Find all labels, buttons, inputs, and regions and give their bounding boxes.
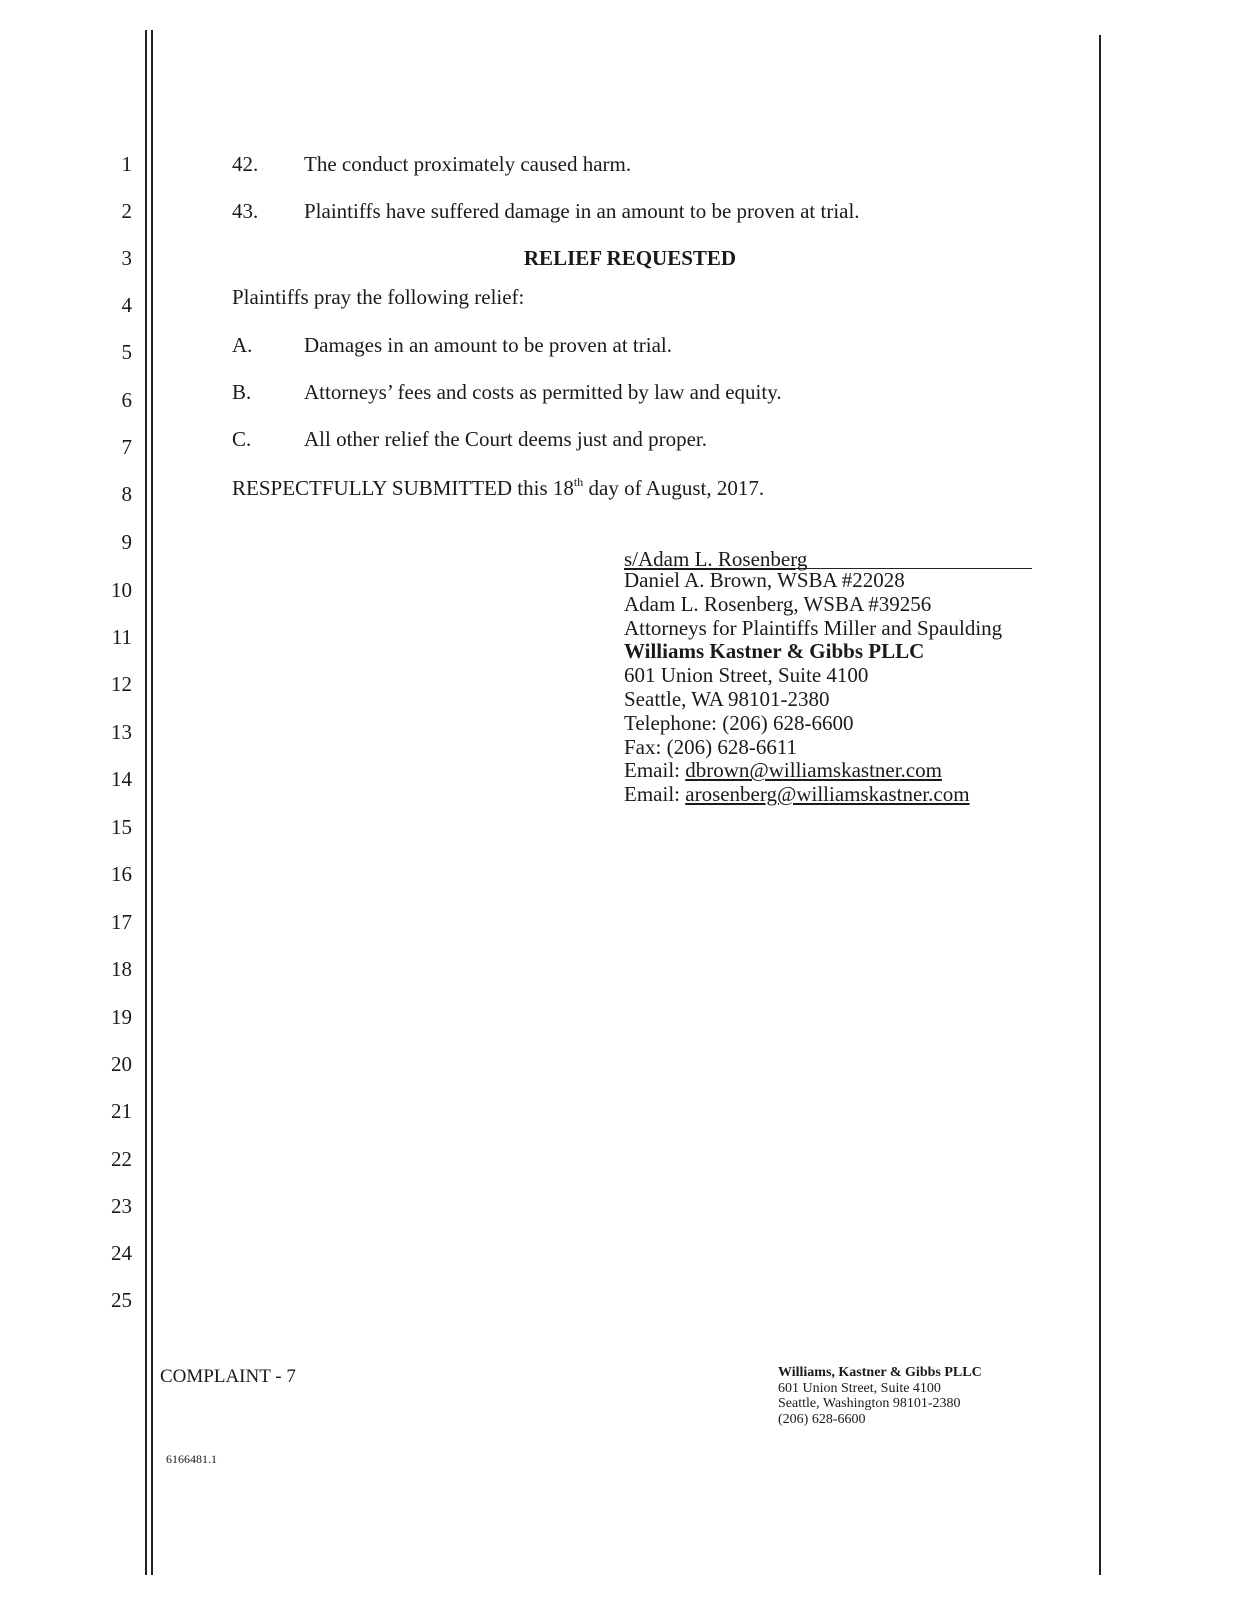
firm-name: Williams Kastner & Gibbs PLLC	[624, 639, 925, 664]
document-id: 6166481.1	[166, 1452, 217, 1466]
line-number: 1	[121, 152, 132, 176]
firm-address-1: 601 Union Street, Suite 4100	[624, 663, 869, 688]
line-number: 9	[121, 530, 132, 554]
line-number: 21	[111, 1099, 132, 1123]
left-margin-rule-inner	[151, 30, 153, 1575]
line-number: 20	[111, 1052, 132, 1076]
line-number: 22	[111, 1147, 132, 1171]
paragraph-number: 42.	[232, 152, 259, 176]
line-number: 24	[111, 1241, 132, 1265]
line-number: 3	[121, 246, 132, 270]
line-number: 10	[111, 578, 132, 602]
line-number: 6	[121, 388, 132, 412]
line-number: 4	[121, 293, 132, 317]
email-row-2	[624, 783, 1032, 807]
attorney-name-2: Adam L. Rosenberg, WSBA #39256	[624, 591, 932, 616]
submitted-prefix: RESPECTFULLY SUBMITTED this 18	[232, 476, 574, 500]
email-link-dbrown[interactable]: dbrown@williamskastner.com	[685, 758, 942, 783]
line-number: 17	[111, 910, 132, 934]
email-label: Email:	[624, 758, 686, 783]
footer-address-1: 601 Union Street, Suite 4100	[778, 1380, 941, 1396]
footer-firm-name: Williams, Kastner & Gibbs PLLC	[778, 1365, 982, 1380]
submitted-line	[232, 476, 764, 500]
line-number: 12	[111, 672, 132, 696]
attorney-name-1: Daniel A. Brown, WSBA #22028	[624, 568, 905, 592]
relief-item-text: All other relief the Court deems just and proper.	[304, 427, 707, 451]
relief-item-letter: B.	[232, 380, 252, 404]
section-heading: RELIEF REQUESTED	[523, 246, 737, 270]
paragraph-text: Plaintiffs have suffered damage in an amount to be proven at trial.	[304, 199, 860, 223]
telephone: Telephone: (206) 628-6600	[624, 710, 854, 735]
line-number: 11	[111, 625, 132, 649]
relief-item-text: Damages in an amount to be proven at trial.	[304, 333, 672, 357]
footer-phone: (206) 628-6600	[778, 1411, 866, 1427]
line-number: 13	[111, 720, 132, 744]
footer-firm-block	[778, 1365, 982, 1427]
line-number: 19	[111, 1005, 132, 1029]
email-label: Email:	[624, 782, 686, 807]
paragraph-number: 43.	[232, 199, 259, 223]
email-row-1	[624, 759, 1032, 783]
line-number: 23	[111, 1194, 132, 1218]
line-number: 2	[121, 199, 132, 223]
line-number: 25	[111, 1288, 132, 1312]
line-number: 18	[111, 957, 132, 981]
submitted-ordinal: th	[573, 475, 584, 489]
paragraph-text: The conduct proximately caused harm.	[304, 152, 632, 176]
signature-line: s/Adam L. Rosenberg	[624, 547, 1032, 569]
prayer-intro: Plaintiffs pray the following relief:	[232, 285, 525, 309]
line-number: 7	[121, 435, 132, 459]
left-margin-rule-outer	[145, 30, 147, 1575]
firm-address-2: Seattle, WA 98101-2380	[624, 686, 830, 711]
relief-item-text: Attorneys’ fees and costs as permitted by law and equity.	[304, 380, 782, 404]
footer-caption: COMPLAINT - 7	[160, 1366, 296, 1387]
email-link-arosenberg[interactable]: arosenberg@williamskastner.com	[685, 782, 970, 807]
relief-item-letter: A.	[232, 333, 253, 357]
line-number: 16	[111, 862, 132, 886]
line-number: 15	[111, 815, 132, 839]
line-number: 5	[121, 340, 132, 364]
footer-address-2: Seattle, Washington 98101-2380	[778, 1396, 961, 1411]
line-numbers	[0, 0, 140, 1600]
line-number: 8	[121, 482, 132, 506]
signature-block	[624, 547, 1032, 807]
attorneys-for: Attorneys for Plaintiffs Miller and Spaulding	[624, 615, 1003, 640]
line-number: 14	[111, 767, 132, 791]
fax: Fax: (206) 628-6611	[624, 734, 798, 759]
relief-item-letter: C.	[232, 427, 252, 451]
submitted-suffix: day of August, 2017.	[583, 476, 765, 500]
